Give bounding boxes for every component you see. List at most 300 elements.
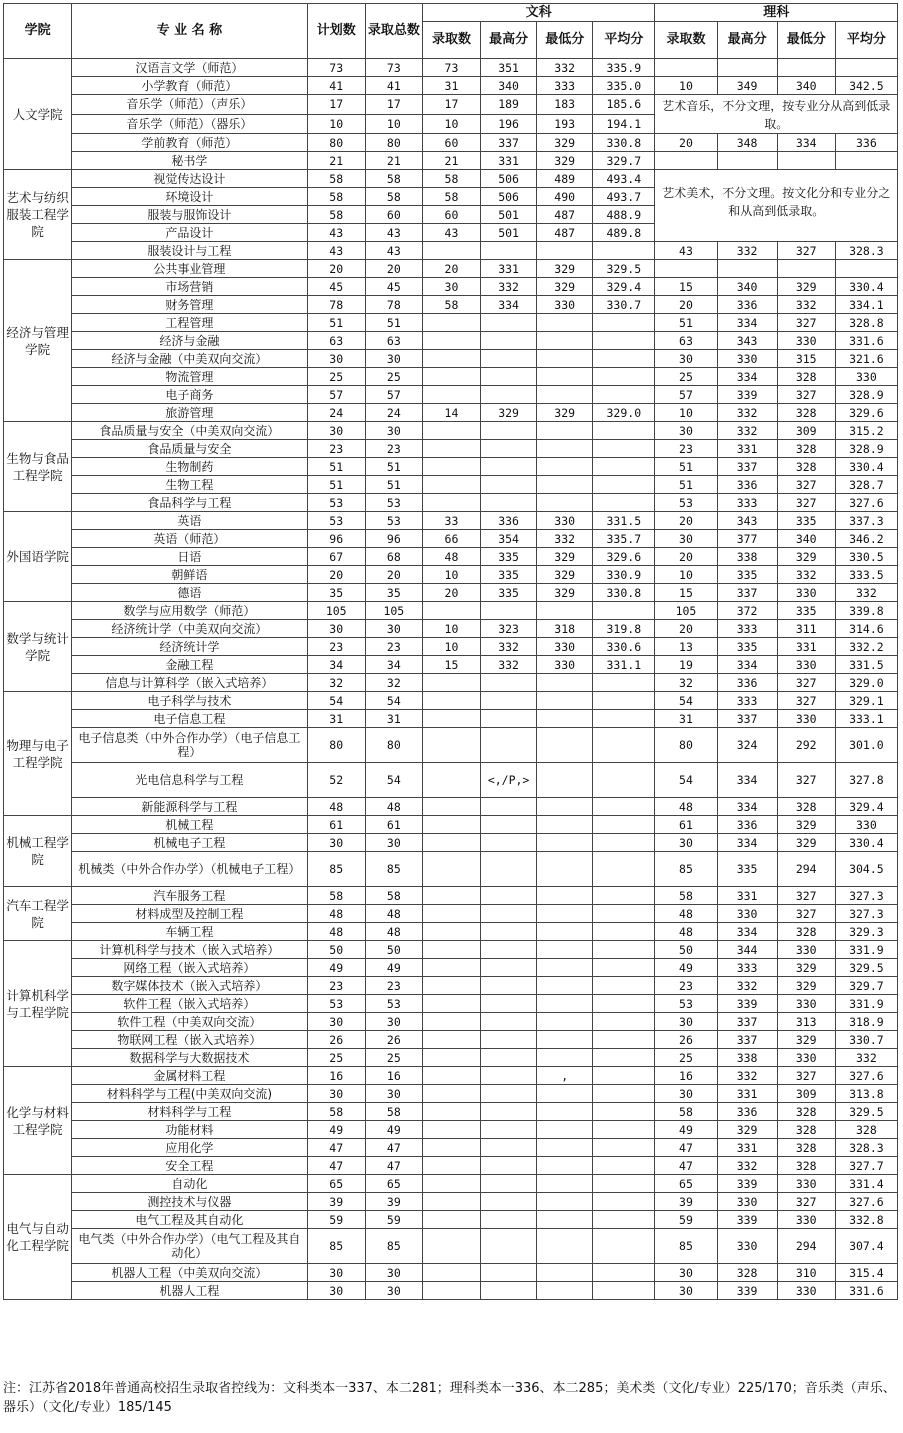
- cell-sci-avg: 332: [835, 1049, 897, 1067]
- cell-arts-avg: [593, 1175, 655, 1193]
- cell-sci-max: [717, 260, 777, 278]
- cell-admitted: 43: [365, 224, 422, 242]
- table-row: [4, 296, 898, 314]
- science-merged-note: 艺术美术，不分文理。按文化分和专业分之和从高到低录取。: [655, 170, 898, 242]
- cell-arts-avg: 329.5: [593, 260, 655, 278]
- cell-arts-min: 329: [537, 260, 593, 278]
- cell-arts-admit: [422, 1282, 480, 1300]
- table-row: [4, 692, 898, 710]
- cell-plan: 30: [307, 422, 365, 440]
- cell-admitted: 61: [365, 816, 422, 834]
- cell-sci-admit: 30: [655, 834, 717, 852]
- cell-arts-avg: 489.8: [593, 224, 655, 242]
- cell-arts-admit: [422, 1264, 480, 1282]
- table-row: [4, 887, 898, 905]
- college-cell: 人文学院: [4, 59, 72, 170]
- cell-admitted: 20: [365, 566, 422, 584]
- cell-arts-admit: 14: [422, 404, 480, 422]
- major-cell: 经济与金融（中美双向交流）: [72, 350, 308, 368]
- table-row: [4, 530, 898, 548]
- cell-plan: 51: [307, 476, 365, 494]
- cell-arts-min: 329: [537, 584, 593, 602]
- cell-sci-avg: 330.4: [835, 458, 897, 476]
- college-cell: 计算机科学与工程学院: [4, 941, 72, 1067]
- cell-sci-admit: 10: [655, 404, 717, 422]
- cell-sci-admit: 32: [655, 674, 717, 692]
- cell-arts-min: [537, 1157, 593, 1175]
- cell-plan: 67: [307, 548, 365, 566]
- cell-arts-min: 329: [537, 566, 593, 584]
- cell-sci-min: 328: [777, 923, 835, 941]
- cell-sci-avg: 328.3: [835, 1139, 897, 1157]
- cell-sci-min: 328: [777, 1139, 835, 1157]
- major-cell: 机器人工程（中美双向交流）: [72, 1264, 308, 1282]
- cell-plan: 32: [307, 674, 365, 692]
- cell-sci-admit: 65: [655, 1175, 717, 1193]
- cell-arts-max: [481, 1264, 537, 1282]
- major-cell: 德语: [72, 584, 308, 602]
- table-row: [4, 152, 898, 170]
- cell-sci-max: 339: [717, 1282, 777, 1300]
- cell-sci-avg: 329.4: [835, 798, 897, 816]
- major-cell: 服装与服饰设计: [72, 206, 308, 224]
- cell-sci-min: 330: [777, 1282, 835, 1300]
- cell-sci-admit: 53: [655, 995, 717, 1013]
- cell-sci-max: 332: [717, 242, 777, 260]
- cell-sci-min: 330: [777, 1211, 835, 1229]
- cell-arts-min: [537, 1031, 593, 1049]
- admission-score-table: [3, 3, 898, 1300]
- major-cell: 电气工程及其自动化: [72, 1211, 308, 1229]
- cell-arts-admit: 31: [422, 77, 480, 95]
- cell-arts-avg: [593, 852, 655, 887]
- cell-arts-admit: [422, 1031, 480, 1049]
- cell-sci-admit: 51: [655, 458, 717, 476]
- cell-sci-avg: 304.5: [835, 852, 897, 887]
- cell-sci-admit: 63: [655, 332, 717, 350]
- cell-arts-avg: [593, 368, 655, 386]
- cell-arts-avg: [593, 674, 655, 692]
- cell-sci-avg: 330: [835, 816, 897, 834]
- major-cell: 小学教育（师范）: [72, 77, 308, 95]
- cell-arts-max: 340: [481, 77, 537, 95]
- cell-plan: 53: [307, 494, 365, 512]
- cell-arts-min: 330: [537, 656, 593, 674]
- cell-arts-admit: [422, 242, 480, 260]
- cell-admitted: 105: [365, 602, 422, 620]
- cell-plan: 73: [307, 59, 365, 77]
- cell-arts-avg: 329.4: [593, 278, 655, 296]
- cell-arts-min: [537, 1264, 593, 1282]
- cell-admitted: 96: [365, 530, 422, 548]
- cell-sci-min: 334: [777, 134, 835, 152]
- cell-sci-min: 329: [777, 959, 835, 977]
- cell-plan: 48: [307, 923, 365, 941]
- cell-arts-admit: [422, 1175, 480, 1193]
- cell-sci-avg: 336: [835, 134, 897, 152]
- cell-sci-admit: 30: [655, 1085, 717, 1103]
- cell-arts-max: [481, 314, 537, 332]
- cell-arts-avg: [593, 1121, 655, 1139]
- cell-arts-max: [481, 816, 537, 834]
- cell-sci-min: 309: [777, 422, 835, 440]
- table-body: [4, 59, 898, 1300]
- cell-sci-min: 328: [777, 1121, 835, 1139]
- cell-sci-avg: 327.7: [835, 1157, 897, 1175]
- cell-arts-avg: [593, 692, 655, 710]
- cell-plan: 51: [307, 314, 365, 332]
- cell-arts-min: [537, 602, 593, 620]
- college-cell: 物理与电子工程学院: [4, 692, 72, 816]
- cell-sci-min: 330: [777, 995, 835, 1013]
- table-row: [4, 314, 898, 332]
- cell-arts-min: 487: [537, 224, 593, 242]
- cell-arts-avg: [593, 350, 655, 368]
- cell-arts-max: [481, 923, 537, 941]
- cell-sci-avg: 342.5: [835, 77, 897, 95]
- cell-arts-avg: 335.7: [593, 530, 655, 548]
- cell-plan: 34: [307, 656, 365, 674]
- major-cell: 汉语言文学（师范）: [72, 59, 308, 77]
- table-row: [4, 278, 898, 296]
- cell-plan: 31: [307, 710, 365, 728]
- cell-arts-admit: 10: [422, 638, 480, 656]
- cell-admitted: 16: [365, 1067, 422, 1085]
- cell-admitted: 85: [365, 1229, 422, 1264]
- cell-sci-min: [777, 152, 835, 170]
- cell-sci-admit: 20: [655, 512, 717, 530]
- cell-sci-avg: 330.5: [835, 548, 897, 566]
- cell-admitted: 47: [365, 1157, 422, 1175]
- cell-plan: 47: [307, 1139, 365, 1157]
- cell-arts-min: 193: [537, 114, 593, 134]
- cell-sci-max: 333: [717, 692, 777, 710]
- cell-arts-max: [481, 1013, 537, 1031]
- cell-sci-admit: 15: [655, 278, 717, 296]
- cell-arts-min: 329: [537, 278, 593, 296]
- cell-arts-avg: [593, 905, 655, 923]
- cell-sci-admit: 20: [655, 134, 717, 152]
- table-row: [4, 1103, 898, 1121]
- major-cell: 电子信息工程: [72, 710, 308, 728]
- cell-arts-max: 331: [481, 152, 537, 170]
- cell-admitted: 50: [365, 941, 422, 959]
- cell-sci-min: 327: [777, 1193, 835, 1211]
- cell-arts-admit: [422, 368, 480, 386]
- cell-sci-avg: 327.3: [835, 887, 897, 905]
- cell-arts-avg: [593, 763, 655, 798]
- cell-sci-max: 324: [717, 728, 777, 763]
- cell-sci-avg: 331.6: [835, 332, 897, 350]
- major-cell: 服装设计与工程: [72, 242, 308, 260]
- cell-arts-min: [537, 816, 593, 834]
- major-cell: 环境设计: [72, 188, 308, 206]
- cell-arts-min: [537, 923, 593, 941]
- cell-admitted: 43: [365, 242, 422, 260]
- cell-plan: 53: [307, 995, 365, 1013]
- cell-sci-admit: 25: [655, 1049, 717, 1067]
- major-cell: 物联网工程（嵌入式培养）: [72, 1031, 308, 1049]
- cell-sci-avg: [835, 152, 897, 170]
- table-row: [4, 977, 898, 995]
- major-cell: 机械工程: [72, 816, 308, 834]
- table-row: [4, 584, 898, 602]
- cell-arts-avg: [593, 1067, 655, 1085]
- cell-arts-min: 333: [537, 77, 593, 95]
- cell-arts-admit: 66: [422, 530, 480, 548]
- cell-plan: 85: [307, 1229, 365, 1264]
- table-row: [4, 1067, 898, 1085]
- header-arts-min: 最低分: [537, 22, 593, 59]
- cell-admitted: 49: [365, 1121, 422, 1139]
- cell-arts-max: [481, 422, 537, 440]
- cell-arts-min: [537, 941, 593, 959]
- table-row: [4, 1282, 898, 1300]
- major-cell: 食品质量与安全（中美双向交流）: [72, 422, 308, 440]
- cell-sci-avg: 331.4: [835, 1175, 897, 1193]
- cell-arts-max: 354: [481, 530, 537, 548]
- cell-admitted: 51: [365, 458, 422, 476]
- cell-sci-max: 331: [717, 440, 777, 458]
- cell-arts-avg: [593, 1085, 655, 1103]
- table-row: [4, 404, 898, 422]
- table-row: [4, 728, 898, 763]
- cell-sci-max: 330: [717, 905, 777, 923]
- cell-arts-avg: 329.6: [593, 548, 655, 566]
- cell-plan: 20: [307, 260, 365, 278]
- cell-sci-min: 330: [777, 656, 835, 674]
- cell-sci-admit: 10: [655, 566, 717, 584]
- cell-arts-min: [537, 368, 593, 386]
- cell-arts-admit: [422, 1049, 480, 1067]
- cell-plan: 61: [307, 816, 365, 834]
- cell-arts-min: [537, 242, 593, 260]
- cell-arts-admit: 58: [422, 170, 480, 188]
- major-cell: 数字媒体技术（嵌入式培养）: [72, 977, 308, 995]
- cell-arts-avg: [593, 710, 655, 728]
- cell-arts-max: [481, 852, 537, 887]
- cell-sci-max: 333: [717, 620, 777, 638]
- cell-plan: 58: [307, 887, 365, 905]
- major-cell: 旅游管理: [72, 404, 308, 422]
- cell-admitted: 41: [365, 77, 422, 95]
- major-cell: 新能源科学与工程: [72, 798, 308, 816]
- cell-plan: 23: [307, 977, 365, 995]
- cell-plan: 43: [307, 224, 365, 242]
- cell-admitted: 30: [365, 834, 422, 852]
- cell-arts-avg: 493.4: [593, 170, 655, 188]
- table-row: [4, 1139, 898, 1157]
- cell-sci-max: 328: [717, 1264, 777, 1282]
- cell-sci-avg: 327.8: [835, 763, 897, 798]
- cell-plan: 80: [307, 728, 365, 763]
- cell-sci-max: 332: [717, 977, 777, 995]
- major-cell: 食品科学与工程: [72, 494, 308, 512]
- cell-sci-min: 327: [777, 887, 835, 905]
- cell-arts-min: [537, 422, 593, 440]
- cell-arts-max: [481, 887, 537, 905]
- cell-sci-min: 331: [777, 638, 835, 656]
- cell-arts-min: [537, 386, 593, 404]
- cell-arts-admit: [422, 816, 480, 834]
- cell-arts-admit: [422, 995, 480, 1013]
- cell-sci-min: 309: [777, 1085, 835, 1103]
- cell-admitted: 68: [365, 548, 422, 566]
- cell-sci-min: 330: [777, 332, 835, 350]
- cell-plan: 39: [307, 1193, 365, 1211]
- cell-arts-max: 506: [481, 170, 537, 188]
- cell-sci-avg: 328.7: [835, 476, 897, 494]
- cell-sci-max: 334: [717, 656, 777, 674]
- cell-admitted: 53: [365, 512, 422, 530]
- cell-plan: 85: [307, 852, 365, 887]
- cell-plan: 35: [307, 584, 365, 602]
- cell-arts-admit: 10: [422, 566, 480, 584]
- cell-arts-admit: [422, 1067, 480, 1085]
- cell-plan: 48: [307, 905, 365, 923]
- cell-admitted: 53: [365, 995, 422, 1013]
- science-merged-note: 艺术音乐，不分文理，按专业分从高到低录取。: [655, 95, 898, 134]
- cell-sci-avg: 329.5: [835, 959, 897, 977]
- major-cell: 食品质量与安全: [72, 440, 308, 458]
- cell-sci-max: 335: [717, 638, 777, 656]
- cell-arts-min: ,: [537, 1067, 593, 1085]
- cell-sci-min: 294: [777, 1229, 835, 1264]
- table-row: [4, 834, 898, 852]
- cell-admitted: 53: [365, 494, 422, 512]
- cell-sci-max: 344: [717, 941, 777, 959]
- cell-plan: 30: [307, 1013, 365, 1031]
- cell-arts-admit: [422, 332, 480, 350]
- cell-sci-admit: [655, 152, 717, 170]
- cell-arts-avg: 194.1: [593, 114, 655, 134]
- cell-sci-max: 339: [717, 995, 777, 1013]
- cell-sci-avg: 333.1: [835, 710, 897, 728]
- cell-sci-max: 332: [717, 1157, 777, 1175]
- cell-admitted: 34: [365, 656, 422, 674]
- cell-arts-avg: [593, 1157, 655, 1175]
- cell-admitted: 21: [365, 152, 422, 170]
- cell-arts-admit: [422, 692, 480, 710]
- cell-sci-avg: 331.6: [835, 1282, 897, 1300]
- cell-arts-max: [481, 458, 537, 476]
- cell-admitted: 30: [365, 422, 422, 440]
- cell-arts-avg: [593, 1193, 655, 1211]
- major-cell: 机器人工程: [72, 1282, 308, 1300]
- table-row: [4, 995, 898, 1013]
- cell-sci-min: [777, 260, 835, 278]
- cell-arts-admit: [422, 977, 480, 995]
- cell-sci-min: 330: [777, 1049, 835, 1067]
- cell-arts-admit: 15: [422, 656, 480, 674]
- cell-sci-admit: 13: [655, 638, 717, 656]
- cell-sci-avg: 332: [835, 584, 897, 602]
- cell-arts-avg: [593, 923, 655, 941]
- cell-arts-max: [481, 476, 537, 494]
- cell-plan: 26: [307, 1031, 365, 1049]
- cell-arts-avg: [593, 798, 655, 816]
- cell-plan: 54: [307, 692, 365, 710]
- cell-arts-min: [537, 1139, 593, 1157]
- college-cell: 生物与食品工程学院: [4, 422, 72, 512]
- college-cell: 电气与自动化工程学院: [4, 1175, 72, 1300]
- cell-sci-admit: 58: [655, 887, 717, 905]
- major-cell: 自动化: [72, 1175, 308, 1193]
- cell-plan: 30: [307, 1264, 365, 1282]
- cell-arts-avg: [593, 887, 655, 905]
- cell-arts-admit: 73: [422, 59, 480, 77]
- cell-sci-avg: 329.5: [835, 1103, 897, 1121]
- cell-plan: 30: [307, 1085, 365, 1103]
- cell-plan: 58: [307, 206, 365, 224]
- cell-arts-min: [537, 314, 593, 332]
- major-cell: 材料科学与工程(中美双向交流): [72, 1085, 308, 1103]
- cell-sci-min: 327: [777, 314, 835, 332]
- cell-arts-min: 318: [537, 620, 593, 638]
- cell-plan: 48: [307, 798, 365, 816]
- cell-arts-admit: [422, 494, 480, 512]
- cell-admitted: 65: [365, 1175, 422, 1193]
- cell-arts-admit: 21: [422, 152, 480, 170]
- cell-arts-max: [481, 959, 537, 977]
- cell-sci-max: 348: [717, 134, 777, 152]
- cell-arts-admit: [422, 1211, 480, 1229]
- cell-sci-min: 335: [777, 602, 835, 620]
- cell-sci-min: 330: [777, 1175, 835, 1193]
- cell-arts-max: 196: [481, 114, 537, 134]
- cell-arts-admit: [422, 941, 480, 959]
- cell-arts-max: 329: [481, 404, 537, 422]
- major-cell: 应用化学: [72, 1139, 308, 1157]
- major-cell: 学前教育（师范）: [72, 134, 308, 152]
- cell-sci-avg: 329.3: [835, 923, 897, 941]
- major-cell: 软件工程（嵌入式培养）: [72, 995, 308, 1013]
- cell-sci-admit: 59: [655, 1211, 717, 1229]
- cell-sci-max: 336: [717, 674, 777, 692]
- cell-sci-avg: [835, 59, 897, 77]
- table-row: [4, 1229, 898, 1264]
- cell-sci-min: 327: [777, 905, 835, 923]
- cell-arts-avg: 185.6: [593, 95, 655, 115]
- cell-arts-min: [537, 1049, 593, 1067]
- table-row: [4, 798, 898, 816]
- table-row: [4, 620, 898, 638]
- cell-arts-min: [537, 763, 593, 798]
- cell-plan: 78: [307, 296, 365, 314]
- cell-sci-avg: 314.6: [835, 620, 897, 638]
- cell-arts-min: [537, 1229, 593, 1264]
- table-row: [4, 656, 898, 674]
- cell-arts-admit: [422, 1013, 480, 1031]
- cell-sci-admit: 53: [655, 494, 717, 512]
- cell-sci-avg: 333.5: [835, 566, 897, 584]
- cell-plan: 30: [307, 1282, 365, 1300]
- major-cell: 电子商务: [72, 386, 308, 404]
- cell-plan: 17: [307, 95, 365, 115]
- cell-sci-admit: 50: [655, 941, 717, 959]
- cell-arts-min: [537, 1121, 593, 1139]
- header-science-min: 最低分: [777, 22, 835, 59]
- cell-admitted: 63: [365, 332, 422, 350]
- cell-sci-min: 327: [777, 692, 835, 710]
- cell-sci-admit: 15: [655, 584, 717, 602]
- major-cell: 光电信息科学与工程: [72, 763, 308, 798]
- cell-sci-admit: 47: [655, 1139, 717, 1157]
- cell-admitted: 23: [365, 977, 422, 995]
- cell-sci-min: 329: [777, 816, 835, 834]
- cell-plan: 25: [307, 1049, 365, 1067]
- cell-sci-avg: 330: [835, 368, 897, 386]
